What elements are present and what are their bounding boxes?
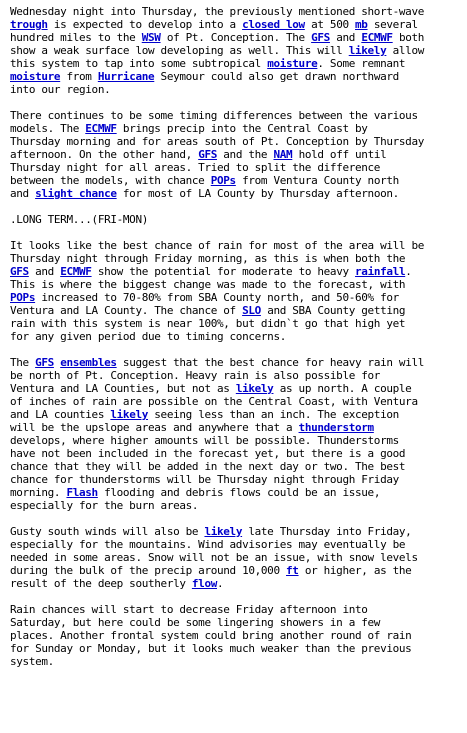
glossary-link[interactable]: ECMWF	[60, 265, 92, 278]
paragraph	[10, 5, 465, 96]
text-line	[10, 499, 465, 512]
text-line	[10, 382, 465, 395]
text-segment: There continues to be some timing differences between the various	[10, 109, 418, 122]
text-line	[10, 538, 465, 551]
text-segment: allow	[386, 44, 424, 57]
text-segment: for Sunday or Monday, but it looks much weaker than the previous	[10, 642, 412, 655]
text-segment: This is where the biggest change was made to the forecast, with	[10, 278, 406, 291]
paragraph-spacer	[10, 226, 465, 239]
paragraph-spacer	[10, 96, 465, 109]
paragraph	[10, 239, 465, 343]
text-segment: hundred miles to the	[10, 31, 142, 44]
text-line	[10, 473, 465, 486]
text-segment: chance for thunderstorms will be Thursday night through Friday	[10, 473, 399, 486]
text-line	[10, 356, 465, 369]
text-segment: this system to tap into some subtropical	[10, 57, 268, 70]
text-line	[10, 5, 465, 18]
text-line	[10, 44, 465, 57]
text-line	[10, 603, 465, 616]
text-line	[10, 616, 465, 629]
text-segment: both	[392, 31, 425, 44]
text-line	[10, 434, 465, 447]
text-segment: and the	[217, 148, 274, 161]
paragraph	[10, 213, 465, 226]
text-segment: models. The	[10, 122, 86, 135]
glossary-link[interactable]: thunderstorm	[298, 421, 374, 434]
glossary-link[interactable]: slight chance	[35, 187, 117, 200]
text-segment: and SBA County getting	[260, 304, 406, 317]
text-segment: Wednesday night into Thursday, the previously mentioned short-wave	[10, 5, 424, 18]
text-line	[10, 655, 465, 668]
text-segment: between the models, with chance	[10, 174, 211, 187]
text-line	[10, 421, 465, 434]
text-segment: places. Another frontal system could bring another round of rain	[10, 629, 412, 642]
glossary-link[interactable]: Hurricane	[97, 70, 155, 83]
text-line	[10, 31, 465, 44]
text-line	[10, 408, 465, 421]
text-segment: Gusty south winds will also be	[10, 525, 205, 538]
text-segment: rain with this system is near 100%, but didn`t go that high yet	[10, 317, 406, 330]
text-segment: during the bulk of the precip around 10,000	[10, 564, 286, 577]
text-line	[10, 642, 465, 655]
text-line	[10, 265, 465, 278]
text-line	[10, 369, 465, 382]
text-line	[10, 629, 465, 642]
text-segment: morning.	[10, 486, 67, 499]
text-segment: have not been included in the forecast yet, but there is a good	[10, 447, 406, 460]
text-line	[10, 317, 465, 330]
text-line	[10, 213, 465, 226]
text-segment: or higher, as the	[298, 564, 412, 577]
text-segment: afternoon. On the other hand,	[10, 148, 199, 161]
glossary-link[interactable]: ft	[286, 564, 299, 577]
text-segment: Seymour could also get drawn northward	[154, 70, 399, 83]
text-line	[10, 18, 465, 31]
text-segment: from Ventura County north	[235, 174, 399, 187]
text-segment: chance that they will be added in the next day or two. The best	[10, 460, 406, 473]
glossary-link[interactable]: likely	[348, 44, 387, 57]
text-line	[10, 525, 465, 538]
glossary-link[interactable]: rainfall	[355, 265, 406, 278]
text-line	[10, 161, 465, 174]
glossary-link[interactable]: trough	[10, 18, 48, 31]
glossary-link[interactable]: moisture	[267, 57, 318, 70]
text-line	[10, 577, 465, 590]
text-line	[10, 239, 465, 252]
text-line	[10, 83, 465, 96]
glossary-link[interactable]: ECMWF	[361, 31, 393, 44]
glossary-link[interactable]: ECMWF	[85, 122, 117, 135]
glossary-link[interactable]: POPs	[10, 291, 36, 304]
text-segment: Ventura and LA Counties, but not as	[10, 382, 236, 395]
glossary-link[interactable]: ensembles	[60, 356, 117, 369]
text-line	[10, 57, 465, 70]
text-segment: . Some remnant	[317, 57, 406, 70]
glossary-link[interactable]: Flash	[66, 486, 98, 499]
text-segment: and LA counties	[10, 408, 111, 421]
text-segment: system.	[10, 655, 54, 668]
text-segment: brings precip into the Central Coast by	[116, 122, 368, 135]
forecast-discussion-text	[10, 5, 465, 668]
glossary-link[interactable]: flow	[191, 577, 217, 590]
text-segment: show a weak surface low developing as well. This will	[10, 44, 349, 57]
text-segment: Thursday night through Friday morning, as this is when both the	[10, 252, 406, 265]
text-line	[10, 304, 465, 317]
text-segment: from	[60, 70, 98, 83]
text-segment: especially for the mountains. Wind advisories may eventually be	[10, 538, 406, 551]
glossary-link[interactable]: likely	[235, 382, 274, 395]
glossary-link[interactable]: likely	[110, 408, 149, 421]
text-segment: It looks like the best chance of rain for most of the area will be	[10, 239, 424, 252]
text-segment: develops, where higher amounts will be possible. Thunderstorms	[10, 434, 399, 447]
text-line	[10, 148, 465, 161]
text-segment: show the potential for moderate to heavy	[91, 265, 356, 278]
glossary-link[interactable]: GFS	[35, 356, 54, 369]
text-segment: suggest that the best chance for heavy rain will	[116, 356, 425, 369]
text-segment: will be the upslope areas and anywhere that a	[10, 421, 299, 434]
glossary-link[interactable]: mb	[355, 18, 368, 31]
text-segment: and	[28, 265, 61, 278]
glossary-link[interactable]: SLO	[242, 304, 261, 317]
text-segment: flooding and debris flows could be an issue,	[97, 486, 381, 499]
paragraph	[10, 525, 465, 590]
text-line	[10, 122, 465, 135]
text-segment: is expected to develop into a	[47, 18, 243, 31]
glossary-link[interactable]: moisture	[10, 70, 61, 83]
paragraph-spacer	[10, 512, 465, 525]
text-segment: increased to 70-80% from SBA County north, and 50-60% for	[35, 291, 399, 304]
text-segment: several	[367, 18, 418, 31]
text-line	[10, 564, 465, 577]
text-segment: at 500	[304, 18, 356, 31]
text-segment: needed in some areas. Snow will not be an issue, with snow levels	[10, 551, 418, 564]
text-line	[10, 252, 465, 265]
paragraph-spacer	[10, 590, 465, 603]
text-line	[10, 109, 465, 122]
glossary-link[interactable]: GFS	[311, 31, 330, 44]
glossary-link[interactable]: closed low	[242, 18, 305, 31]
text-line	[10, 551, 465, 564]
paragraph	[10, 356, 465, 512]
text-segment: late Thursday into Friday,	[242, 525, 412, 538]
paragraph-spacer	[10, 343, 465, 356]
text-line	[10, 330, 465, 343]
glossary-link[interactable]: GFS	[198, 148, 218, 161]
text-line	[10, 174, 465, 187]
text-segment: especially for the burn areas.	[10, 499, 199, 512]
text-line	[10, 447, 465, 460]
glossary-link[interactable]: NAM	[273, 148, 293, 161]
text-line	[10, 135, 465, 148]
glossary-link[interactable]: GFS	[10, 265, 29, 278]
paragraph	[10, 603, 465, 668]
text-segment: for any given period due to timing concerns.	[10, 330, 286, 343]
text-segment: .	[405, 265, 412, 278]
text-segment: Ventura and LA County. The chance of	[10, 304, 243, 317]
text-line	[10, 70, 465, 83]
text-line	[10, 486, 465, 499]
text-segment: seeing less than an inch. The exception	[148, 408, 399, 421]
text-segment: Rain chances will start to decrease Friday afternoon into	[10, 603, 368, 616]
paragraph-spacer	[10, 200, 465, 213]
text-segment: for most of LA County by Thursday afternoon.	[116, 187, 399, 200]
paragraph	[10, 109, 465, 200]
text-segment: and	[10, 187, 36, 200]
text-segment: and	[329, 31, 362, 44]
text-segment: result of the deep southerly	[10, 577, 192, 590]
text-segment: .	[217, 577, 224, 590]
text-segment: hold off until	[292, 148, 387, 161]
text-line	[10, 460, 465, 473]
text-segment: into our region.	[10, 83, 111, 96]
text-line	[10, 278, 465, 291]
text-segment: Thursday morning and for areas south of Pt. Conception by Thursday	[10, 135, 424, 148]
glossary-link[interactable]: POPs	[210, 174, 236, 187]
text-segment: The	[10, 356, 36, 369]
text-segment: Saturday, but here could be some lingering showers in a few	[10, 616, 381, 629]
text-segment: of Pt. Conception. The	[160, 31, 312, 44]
text-segment: .LONG TERM...(FRI-MON)	[10, 213, 148, 226]
glossary-link[interactable]: WSW	[141, 31, 161, 44]
glossary-link[interactable]: likely	[204, 525, 243, 538]
text-segment: be north of Pt. Conception. Heavy rain is also possible for	[10, 369, 381, 382]
text-line	[10, 395, 465, 408]
text-segment: of inches of rain are possible on the Central Coast, with Ventura	[10, 395, 418, 408]
text-line	[10, 291, 465, 304]
text-line	[10, 187, 465, 200]
text-segment: as up north. A couple	[273, 382, 412, 395]
text-segment: Thursday night for all areas. Tried to split the difference	[10, 161, 381, 174]
